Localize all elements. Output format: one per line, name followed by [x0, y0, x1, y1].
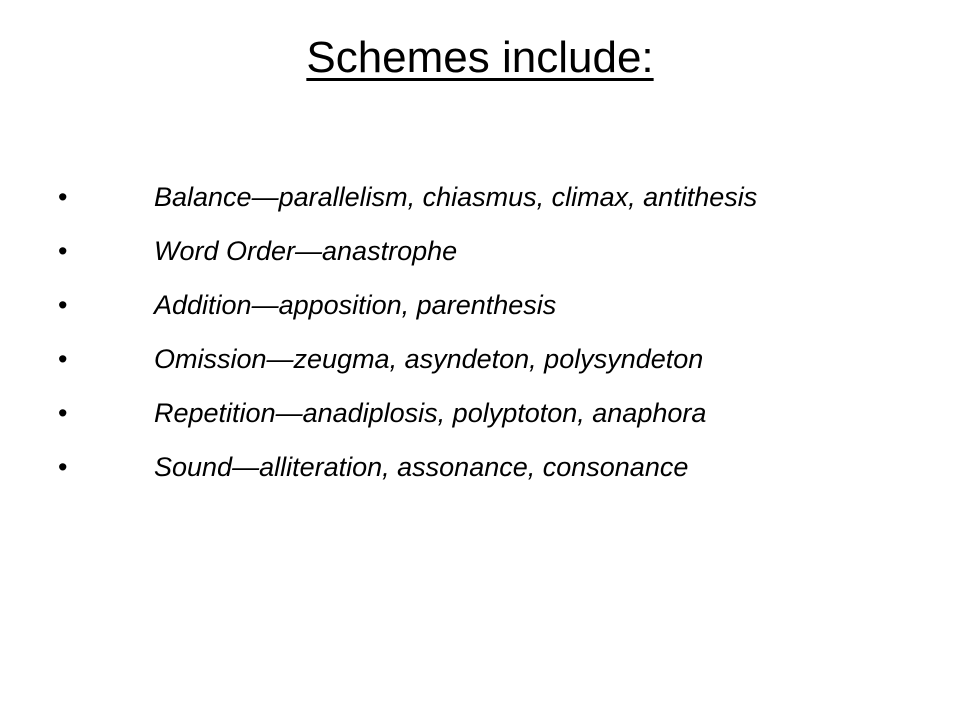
- bullet-dot-icon: •: [58, 290, 68, 320]
- bullet-text: Sound—alliteration, assonance, consonance: [154, 452, 689, 482]
- bullet-dot-icon: •: [58, 182, 68, 212]
- bullet-item-addition: [58, 286, 918, 324]
- bullet-item-word-order: [58, 232, 918, 270]
- bullet-text: Balance—parallelism, chiasmus, climax, antithesis: [154, 182, 758, 212]
- bullet-text: Word Order—anastrophe: [154, 236, 458, 266]
- bullet-text: Addition—apposition, parenthesis: [154, 290, 557, 320]
- slide-title: Schemes include:: [306, 33, 654, 82]
- bullet-text: Repetition—anadiplosis, polyptoton, anaphora: [154, 398, 707, 428]
- bullet-dot-icon: •: [58, 452, 68, 482]
- bullet-item-balance: [58, 178, 918, 216]
- bullet-item-repetition: [58, 394, 918, 432]
- bullet-dot-icon: •: [58, 236, 68, 266]
- bullet-list: [58, 178, 918, 502]
- bullet-item-sound: [58, 448, 918, 486]
- bullet-item-omission: [58, 340, 918, 378]
- bullet-text: Omission—zeugma, asyndeton, polysyndeton: [154, 344, 704, 374]
- bullet-dot-icon: •: [58, 344, 68, 374]
- bullet-dot-icon: •: [58, 398, 68, 428]
